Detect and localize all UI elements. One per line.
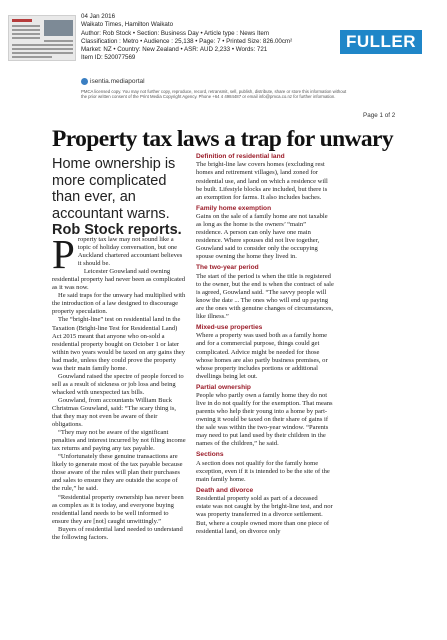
- publication: Waikato Times, Hamilton Waikato: [81, 21, 174, 29]
- paragraph: “They may not be aware of the significant penalties and interest incurred by not filing income tax returns and paying any tax payable.: [52, 429, 186, 453]
- section-heading: Partial ownership: [196, 383, 251, 391]
- brand-name: isentia.mediaportal: [90, 78, 145, 85]
- standfirst-text: Home ownership is more complicated than ever, an accountant warns.: [52, 156, 176, 222]
- section-heading: Mixed-use properties: [196, 324, 263, 332]
- article-column-1: [52, 231, 186, 542]
- author-line: Author: Rob Stock • Section: Business Day • Article type : News Item: [81, 29, 269, 37]
- paragraph: The bright-line law covers homes (excluding rest homes and retirement villages), land zoned for residential use, and land on which a residence will be built. Lifestyle blocks are included, but there is an exemption for farms. It also includes baches.: [196, 161, 328, 201]
- paragraph: The start of the period is when the title is registered to the owner, but the end is when the contract of sale is agreed, Gouwland said. “The savvy people will know the date ... The ones who will end up paying are the ones with genuine changes of circumstances, like illness.”: [196, 272, 334, 320]
- section-heading: The two-year period: [196, 264, 259, 272]
- standfirst: [52, 156, 182, 239]
- paragraph: Buyers of residential land needed to understand the following factors.: [52, 525, 183, 541]
- byline: Rob Stock reports.: [52, 222, 182, 238]
- market-line: Market: NZ • Country: New Zealand • ASR: AUD 2,233 • Words: 721: [81, 46, 268, 54]
- item-id: Item ID: 520077569: [81, 54, 136, 62]
- paragraph: Gains on the sale of a family home are not taxable as long as the home is the owners’ “main” residence. A person can only have one main residence. Where spouses did not live together, Gouwland said to consider only the occupying spouse owning the home they lived in.: [196, 213, 328, 261]
- paragraph: The “bright-line” test on residential land in the Taxation (Bright-line Test for Residential Land) Act 2015 meant that anyone who on-sold a residential property bought on October 1 or later within two years would be taxed on any gains they had made, unless they could prove the property was their main family home.: [52, 316, 185, 372]
- paragraph: “Unfortunately these genuine transactions are likely to generate most of the tax payable because those aware of the rules will plan their purchases and sales to ensure they are outside the scope of the rule,” he said.: [52, 453, 183, 493]
- paragraph: A section does not qualify for the family home exception, even if it is intended to be the site of the main family home.: [196, 459, 330, 483]
- paragraph: Property tax law may not sound like a topic of holiday conversation, but one Auckland chartered accountant believes it should be.: [52, 231, 183, 277]
- section-heading: Death and divorce: [196, 486, 254, 494]
- paragraph: Gouwland, from accountants William Buck Christmas Gouwland, said: “The scary thing is, that they may not even be aware of their obligations.: [52, 396, 177, 429]
- paragraph: People who partly own a family home they do not live in do not qualify for the exemption. That means parents who help their young into a home by part-owning it would be taxed on their share of gains if the sale was within the two-year window. “Parents may need to put land used by their children in the names of the children,” he said.: [196, 392, 333, 448]
- clipping-metadata: [81, 13, 331, 63]
- paragraph: Leicester Gouwland said owning residential property had never been as complicated as it was now.: [52, 268, 186, 292]
- section-heading: Definition of residential land: [196, 153, 285, 160]
- section-heading: Family home exemption: [196, 204, 272, 212]
- page-number: Page 1 of 2: [363, 112, 396, 119]
- drop-cap: P: [52, 231, 75, 277]
- paragraph: Residential property sold as part of a deceased estate was not caught by the bright-line test, and nor was property transferred in a divorce settlement. But, where a couple owned more than one piece of residential land, on divorce only: [196, 495, 333, 535]
- copyright-notice: PMCA licensed copy. You may not further copy, reproduce, record, retransmit, sell, publish, distribute, share or store this information without the prior written consent of the Print Media Copyright Agency. Phone +64 4 4984487 or email info@pmca.co.nz for further information.: [81, 89, 347, 100]
- fuller-logo: FULLER: [340, 30, 422, 54]
- article-column-2: [196, 153, 334, 536]
- paragraph: Where a property was used both as a family home and for a commercial purpose, things could get complicated. Advice might be needed for those whose homes are also partly business premises, or whose property includes portions or additional dwellings being let out.: [196, 332, 328, 380]
- isentia-brand: [81, 78, 145, 85]
- paragraph: Gouwland raised the spectre of people forced to sell as a result of sickness or job loss and being whacked with unexpected tax bills.: [52, 372, 184, 396]
- paragraph: He said traps for the unwary had multiplied with the introduction of a law designed to discourage property speculation.: [52, 292, 186, 316]
- clipping-thumbnail: [8, 15, 76, 61]
- classification-line: Classification : Metro • Audience : 25,138 • Page: 7 • Printed Size: 826.00cm²: [81, 37, 293, 45]
- date: 04 Jan 2016: [81, 13, 116, 20]
- paragraph: “Residential property ownership has never been as complex as it is today, and everyone buying residential land needs to be well informed to ensure they are [not] caught unwittingly.”: [52, 493, 184, 525]
- isentia-logo-icon: [81, 78, 88, 85]
- section-heading: Sections: [196, 451, 224, 459]
- headline: Property tax laws a trap for unwary: [52, 126, 394, 152]
